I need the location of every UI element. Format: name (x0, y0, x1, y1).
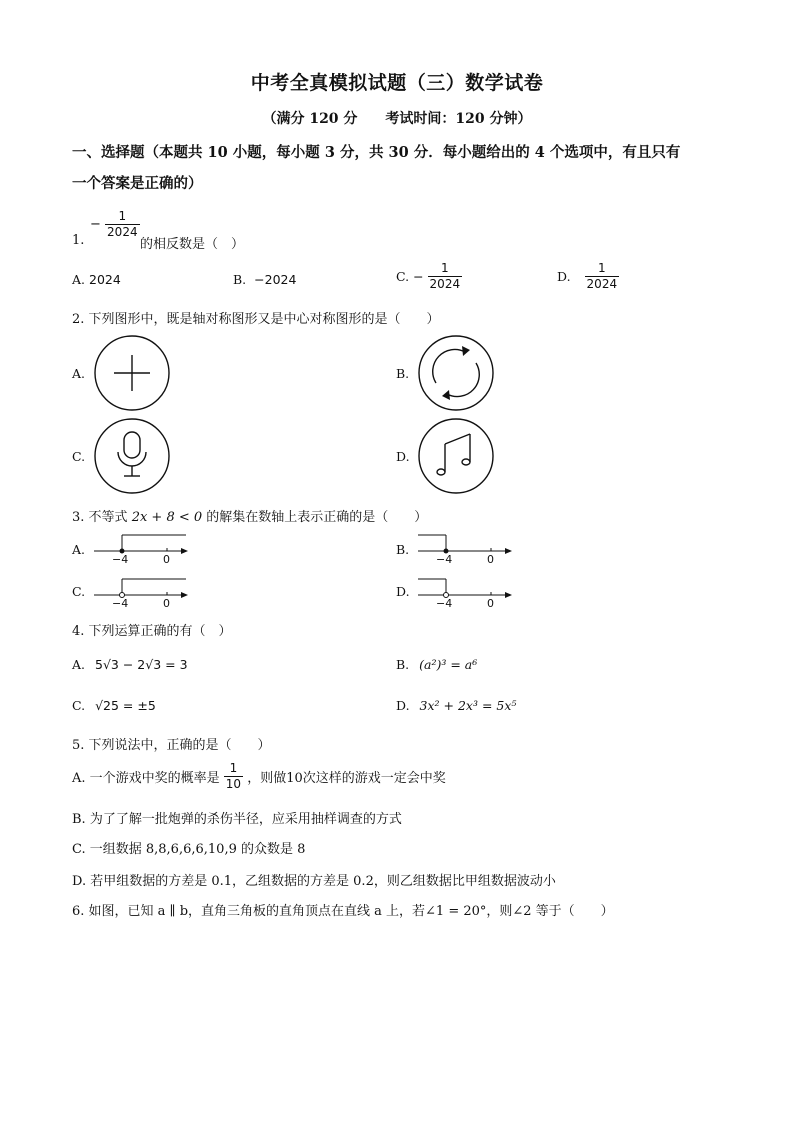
number-line-b (416, 530, 516, 566)
q3-option-a-label: A. (72, 542, 86, 557)
q5-option-b: B. 为了了解一批炮弹的杀伤半径，应采用抽样调查的方式 (72, 812, 402, 827)
q1-option-c-den: 2024 (429, 277, 461, 291)
q5-option-a-fraction (224, 761, 243, 792)
q5-option-a-pre: A. 一个游戏中奖的概率是 (72, 771, 220, 786)
q4-option-b-label: B. (396, 657, 410, 672)
q4-option-d-expr: 3x² + 2x³ = 5x⁵ (419, 698, 517, 713)
number-line-c (92, 574, 192, 610)
q5-option-d: D. 若甲组数据的方差是 0.1，乙组数据的方差是 0.2，则乙组数据比甲组数据波动小 (72, 874, 556, 889)
q4-option-a (72, 657, 188, 672)
q5-option-a-den: 10 (225, 777, 242, 791)
page-title: 中考全真模拟试题（三）数学试卷 (250, 72, 544, 94)
q5-option-a (72, 761, 446, 792)
q1-option-c-label: C. (396, 269, 410, 284)
q3-option-d-label: D. (396, 584, 410, 599)
q4-option-c (72, 698, 156, 713)
q1-option-b-label: B. (233, 272, 247, 287)
q4-option-d (396, 698, 516, 713)
q4-stem: 4. 下列运算正确的有（ ） (72, 624, 232, 639)
q6-stem: 6. 如图，已知 a ∥ b，直角三角板的直角顶点在直线 a 上，若∠1 = 20°，则∠2 等于（ ） (72, 904, 614, 919)
q4-option-b (396, 657, 477, 672)
q4-option-c-expr: √25 = ±5 (95, 698, 156, 713)
q3-expression: 2x + 8 < 0 (131, 510, 203, 525)
number-line-b-tick-neg4: −4 (436, 553, 453, 566)
q3-option-c-label: C. (72, 584, 86, 599)
q1-option-b (233, 272, 296, 287)
q5-option-c: C. 一组数据 8,8,6,6,6,10,9 的众数是 8 (72, 842, 306, 857)
q4-option-d-label: D. (396, 698, 410, 713)
q1-option-d (557, 261, 619, 292)
number-line-d-tick-0: 0 (487, 597, 494, 610)
q3-stem-pre: 3. 不等式 (72, 510, 128, 525)
number-line-c-tick-0: 0 (163, 597, 170, 610)
q1-stem: 的相反数是（ ） (140, 237, 245, 252)
number-line-c-tick-neg4: −4 (112, 597, 129, 610)
number-line-b-tick-0: 0 (487, 553, 494, 566)
number-line-d-tick-neg4: −4 (436, 597, 453, 610)
q2-option-c-label: C. (72, 449, 86, 464)
q2-stem: 2. 下列图形中，既是轴对称图形又是中心对称图形的是（ ） (72, 312, 440, 327)
q1-option-d-num: 1 (598, 261, 606, 275)
page-subtitle: （满分 120 分 考试时间：120 分钟） (262, 111, 532, 127)
q1-option-a (72, 272, 121, 287)
q3-stem-post: 的解集在数轴上表示正确的是（ ） (206, 510, 428, 525)
rotate-arrows-figure (418, 335, 496, 413)
q2-option-d-label: D. (396, 449, 410, 464)
q4-option-a-expr: 5√3 − 2√3 = 3 (95, 657, 188, 672)
number-line-d (416, 574, 516, 610)
music-note-figure (418, 418, 496, 496)
plus-circle-figure (94, 335, 172, 413)
q2-option-b-label: B. (396, 366, 410, 381)
q1-fraction-den: 2024 (107, 225, 138, 239)
number-line-a-tick-neg4: −4 (112, 553, 129, 566)
q1-option-d-den: 2024 (586, 277, 618, 291)
q2-option-a-label: A. (72, 366, 86, 381)
q1-number: 1. (72, 233, 85, 248)
section-heading-line1: 一、选择题（本题共 10 小题，每小题 3 分，共 30 分．每小题给出的 4 个选项中，有且只有 (72, 144, 681, 161)
microphone-figure (94, 418, 172, 496)
q1-option-b-value: −2024 (254, 272, 297, 287)
section-heading-line2: 一个答案是正确的） (72, 175, 203, 192)
q1-option-c-num: 1 (441, 261, 449, 275)
q1-option-c-minus: − (413, 269, 424, 284)
q1-option-a-value: 2024 (89, 272, 121, 287)
q1-minus: − (90, 217, 101, 232)
number-line-a-tick-0: 0 (163, 553, 170, 566)
q4-option-c-label: C. (72, 698, 86, 713)
q5-option-a-num: 1 (229, 761, 238, 775)
q3-stem (72, 506, 427, 525)
q5-option-a-post: ，则做10次这样的游戏一定会中奖 (247, 771, 446, 786)
q4-option-a-label: A. (72, 657, 86, 672)
q1-fraction (105, 209, 140, 240)
q1-fraction-num: 1 (118, 209, 127, 223)
q3-option-b-label: B. (396, 542, 410, 557)
number-line-a (92, 530, 192, 566)
q1-option-c-fraction (428, 261, 463, 292)
q1-option-d-label: D. (557, 269, 571, 284)
q1-option-a-label: A. (72, 272, 86, 287)
q1-option-d-fraction (585, 261, 620, 292)
q1-option-c (396, 261, 462, 292)
q4-option-b-expr: (a²)³ = a⁶ (419, 657, 478, 672)
q5-stem: 5. 下列说法中，正确的是（ ） (72, 738, 271, 753)
q1-expression (90, 209, 140, 240)
